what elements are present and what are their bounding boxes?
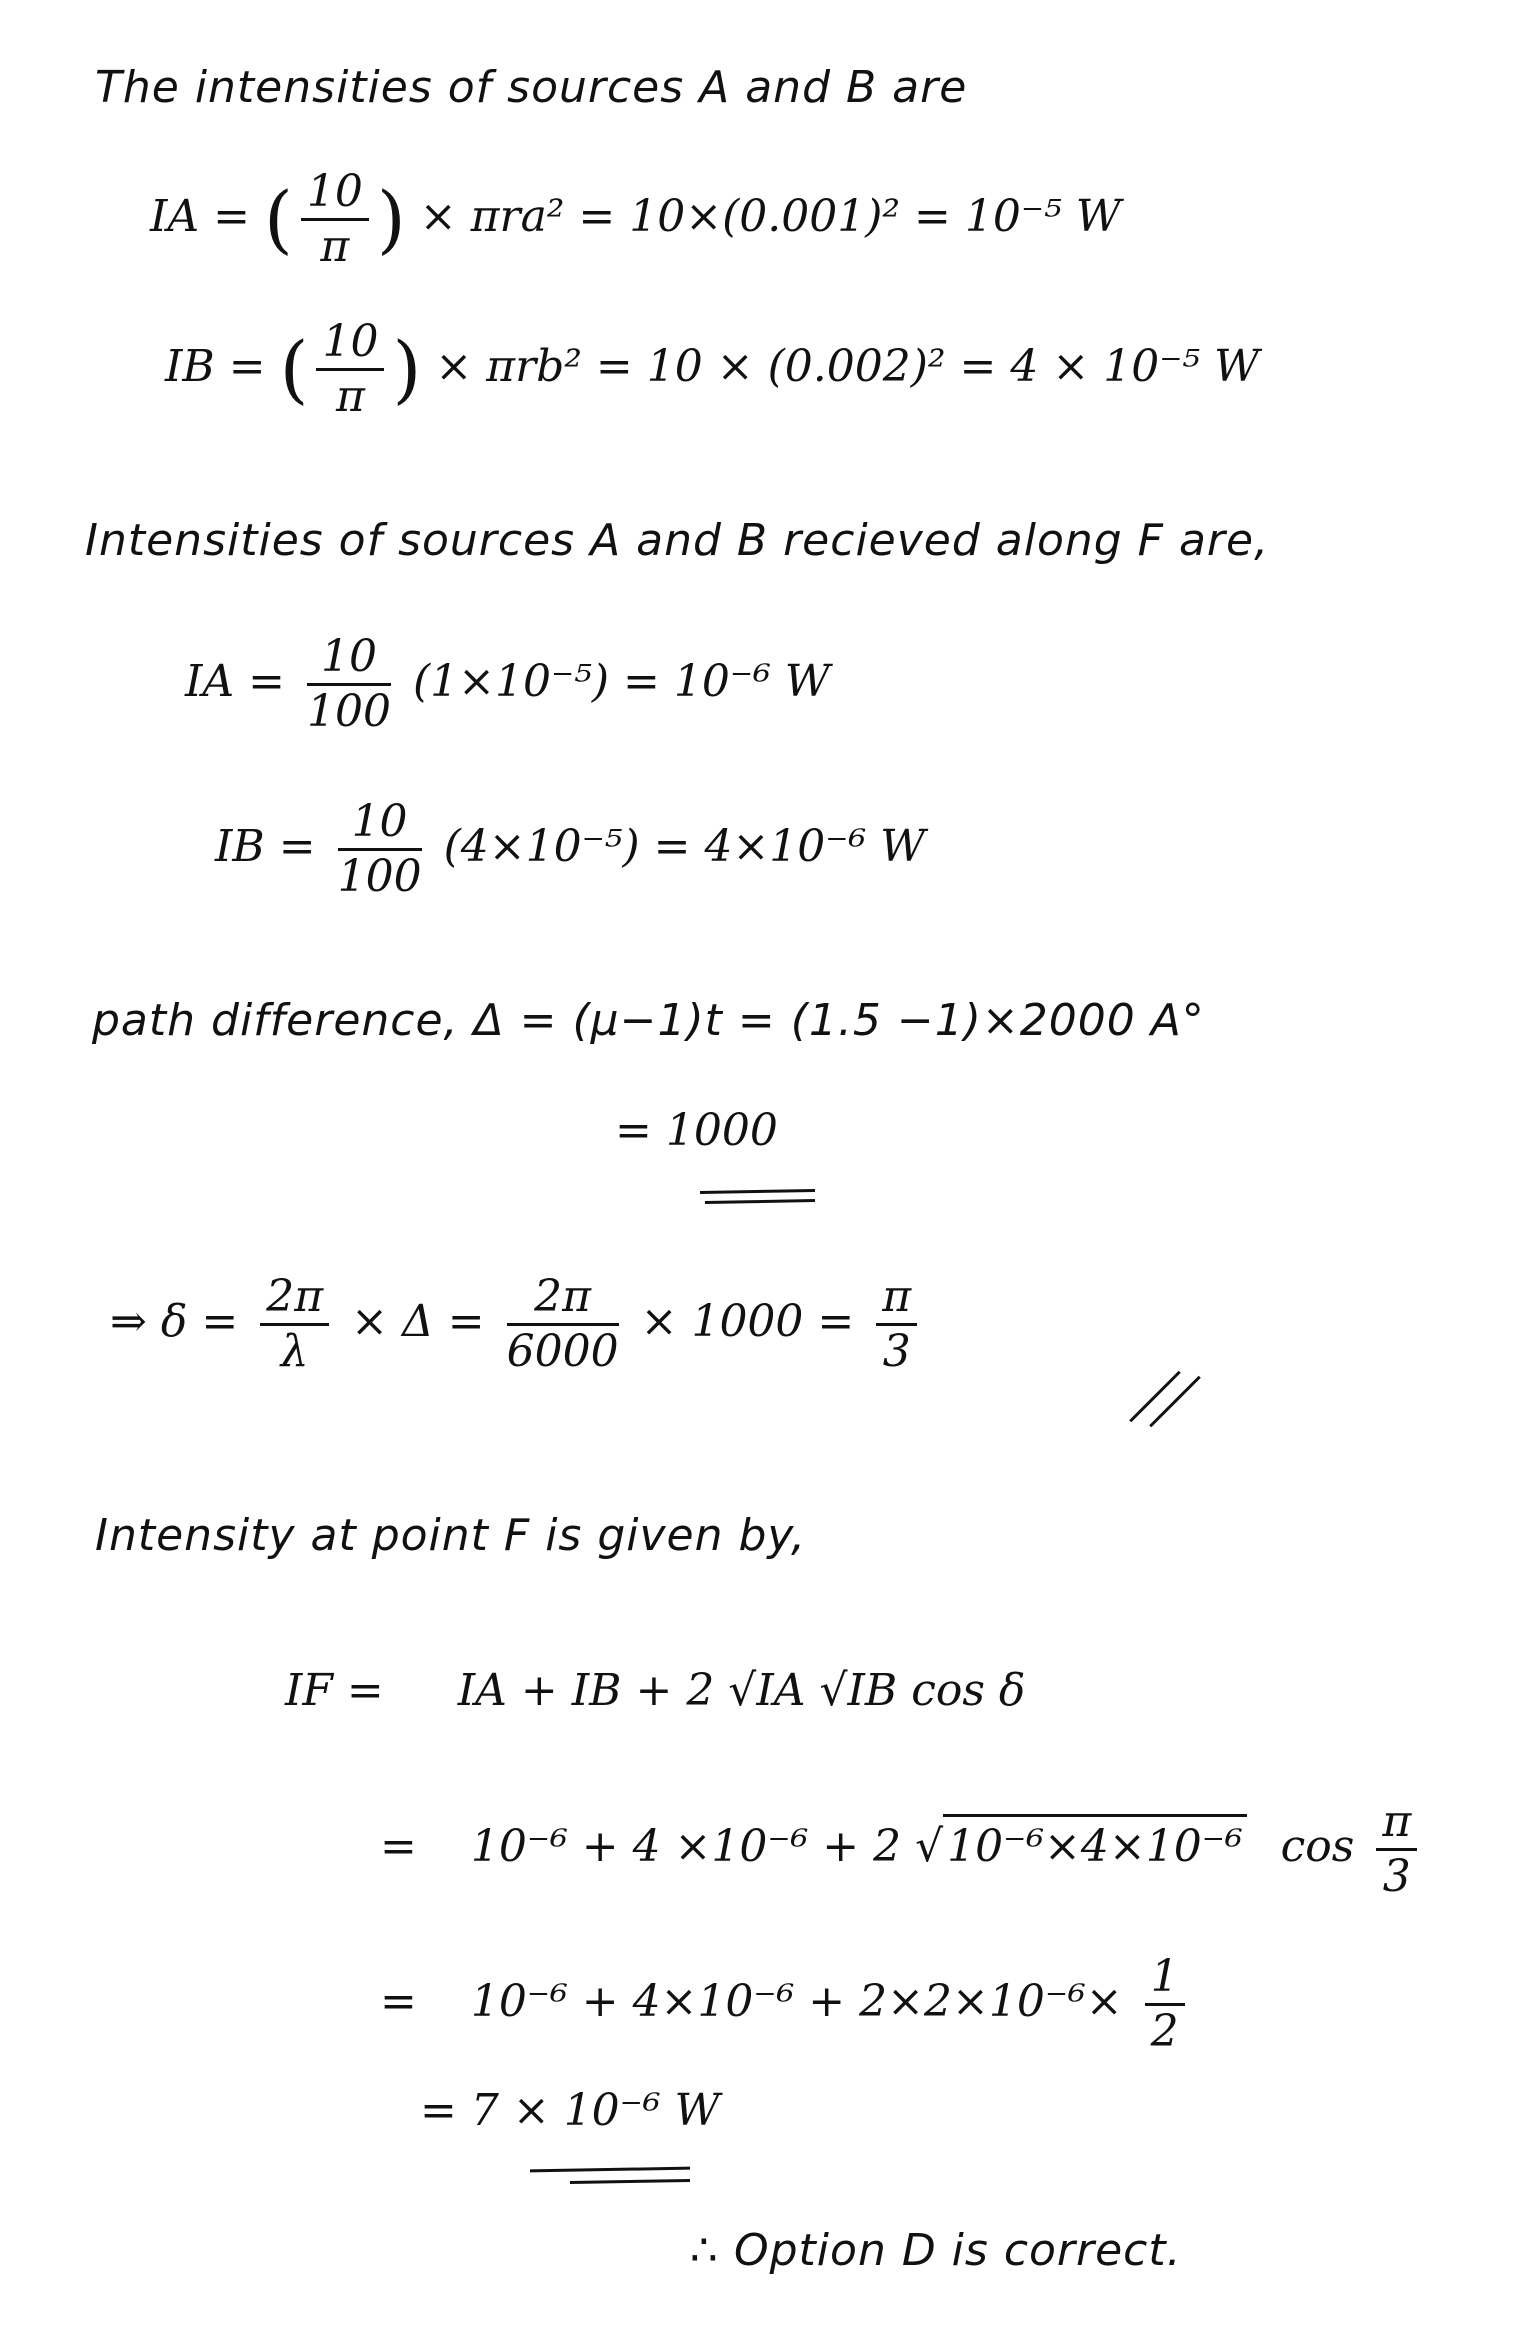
- times-thousand: × 1000 =: [640, 1296, 855, 1347]
- equals-sign: =: [380, 1821, 417, 1872]
- fraction-denominator: 2: [1150, 2006, 1179, 2057]
- fraction-denominator: π: [335, 371, 365, 422]
- implies-delta: ⇒ δ =: [110, 1296, 239, 1347]
- fraction-denominator: 3: [882, 1326, 911, 1377]
- final-intensity: = 7 × 10⁻⁶ W: [420, 2085, 720, 2136]
- ib-received-equation: [215, 796, 926, 902]
- fraction-denominator: 100: [307, 686, 391, 737]
- ia-received-equation: [185, 631, 830, 737]
- intensity-at-f-line: Intensity at point F is given by,: [95, 1510, 807, 1561]
- path-difference-result: = 1000: [615, 1105, 778, 1156]
- fraction: [316, 316, 384, 422]
- fraction: [876, 1271, 917, 1377]
- final-mark: [1129, 1371, 1181, 1423]
- fraction-numerator: 1: [1145, 1955, 1185, 2006]
- ib-lhs: IB =: [165, 341, 266, 392]
- right-paren: ): [392, 326, 422, 413]
- fraction: [337, 796, 422, 902]
- ib-received-rest: (4×10⁻⁵) = 4×10⁻⁶ W: [443, 821, 926, 872]
- right-paren: ): [376, 176, 406, 263]
- equals-sign: =: [380, 1976, 417, 2027]
- simplification-line: [380, 1951, 1193, 2057]
- fraction-numerator: 10: [301, 170, 369, 221]
- ib-lhs: IB =: [215, 821, 316, 872]
- result-underline: [700, 1189, 815, 1194]
- path-difference-line: path difference, Δ = (μ−1)t = (1.5 −1)×2000 A°: [92, 995, 1205, 1046]
- intro-line: The intensities of sources A and B are: [95, 62, 968, 113]
- fraction: [301, 166, 369, 272]
- fraction: [307, 631, 391, 737]
- received-intensities-line: Intensities of sources A and B recieved along F are,: [85, 515, 1270, 566]
- result-underline: [705, 1199, 815, 1204]
- fraction-denominator: 3: [1382, 1851, 1411, 1902]
- fraction-denominator: 6000: [506, 1326, 619, 1377]
- phase-difference-equation: [110, 1271, 925, 1377]
- left-paren: (: [264, 176, 293, 263]
- ia-lhs: IA =: [150, 191, 251, 242]
- fraction-denominator: λ: [280, 1326, 309, 1377]
- if-formula: IA + IB + 2 √IA √IB cos δ: [457, 1665, 1026, 1716]
- fraction-numerator: 10: [307, 635, 391, 686]
- substitution-line: [380, 1796, 1425, 1902]
- ia-rest: × πra² = 10×(0.001)² = 10⁻⁵ W: [419, 191, 1121, 242]
- root-sign: √: [915, 1821, 944, 1872]
- substitution-terms: 10⁻⁶ + 4 ×10⁻⁶ + 2: [470, 1821, 902, 1872]
- fraction-numerator: π: [1376, 1800, 1417, 1851]
- fraction-denominator: 100: [337, 851, 422, 902]
- ib-area-equation: [165, 316, 1260, 422]
- fraction-numerator: π: [876, 1275, 917, 1326]
- left-paren: (: [279, 326, 309, 413]
- ia-received-rest: (1×10⁻⁵) = 10⁻⁶ W: [413, 656, 830, 707]
- fraction-numerator: 10: [316, 320, 384, 371]
- resultant-intensity-formula: [285, 1665, 1025, 1717]
- root-content: 10⁻⁶×4×10⁻⁶: [943, 1814, 1246, 1872]
- cos-label: cos: [1280, 1821, 1355, 1872]
- fraction-numerator: 10: [338, 800, 422, 851]
- conclusion-line: ∴ Option D is correct.: [690, 2225, 1182, 2276]
- fraction-numerator: 2π: [260, 1275, 329, 1326]
- final-underline: [570, 2179, 690, 2184]
- fraction: [506, 1271, 619, 1377]
- fraction-numerator: 2π: [507, 1275, 619, 1326]
- final-underline: [530, 2167, 690, 2173]
- if-lhs: IF =: [285, 1665, 384, 1716]
- fraction: [260, 1271, 329, 1377]
- fraction: [1145, 1951, 1185, 2057]
- fraction: [1376, 1796, 1417, 1902]
- ib-rest: × πrb² = 10 × (0.002)² = 4 × 10⁻⁵ W: [435, 341, 1260, 392]
- simplification-terms: 10⁻⁶ + 4×10⁻⁶ + 2×2×10⁻⁶×: [470, 1976, 1123, 2027]
- fraction-denominator: π: [320, 221, 350, 272]
- times-delta: × Δ =: [351, 1296, 485, 1347]
- final-mark: [1149, 1376, 1201, 1428]
- ia-area-equation: [150, 166, 1121, 272]
- ia-lhs: IA =: [185, 656, 286, 707]
